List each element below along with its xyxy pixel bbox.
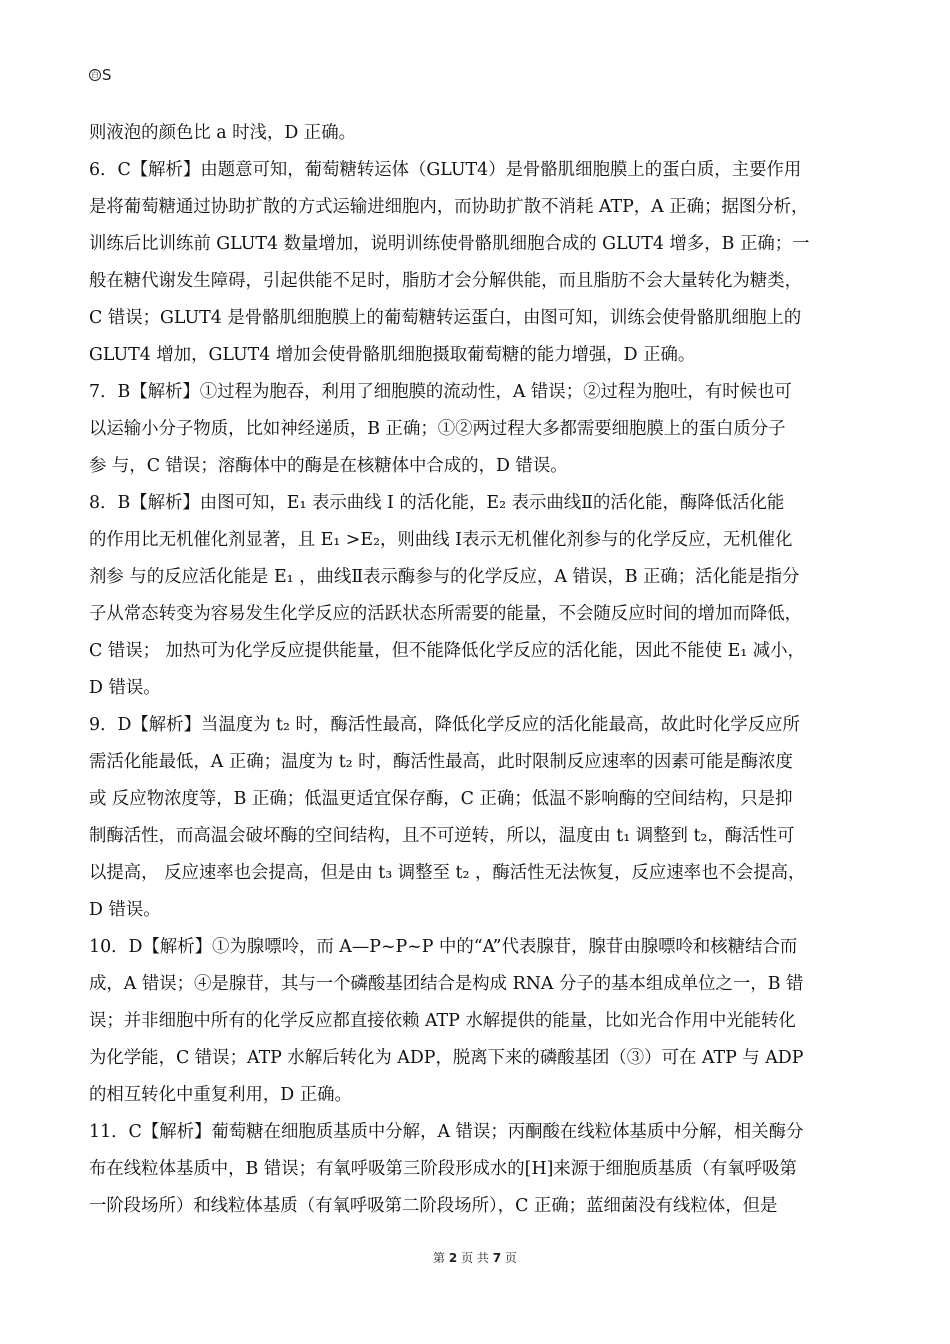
text-line: 是将葡萄糖通过协助扩散的方式运输进细胞内，而协助扩散不消耗 ATP，A 正确；据图分析， bbox=[89, 197, 809, 217]
text-line: 剂参 与的反应活化能是 E₁ ，曲线Ⅱ表示酶参与的化学反应，A 错误，B 正确；活化能是指分 bbox=[89, 567, 800, 587]
text-line: 则液泡的颜色比 a 时浅，D 正确。 bbox=[89, 123, 356, 143]
footer-suffix: 页 bbox=[504, 1251, 517, 1265]
text-line: 误；并非细胞中所有的化学反应都直接依赖 ATP 水解提供的能量，比如光合作用中光能转化 bbox=[89, 1011, 796, 1031]
text-line: 训练后比训练前 GLUT4 数量增加，说明训练使骨骼肌细胞合成的 GLUT4 增多，B 正确；一 bbox=[89, 234, 810, 254]
page-footer bbox=[0, 1249, 950, 1266]
text-line: 以提高， 反应速率也会提高，但是由 t₃ 调整至 t₂ ，酶活性无法恢复，反应速率也不会提高， bbox=[89, 863, 806, 883]
logo-mark-icon: 百 bbox=[91, 70, 99, 79]
logo-text: S bbox=[102, 66, 112, 84]
text-line: 参 与，C 错误；溶酶体中的酶是在核糖体中合成的，D 错误。 bbox=[89, 456, 568, 476]
header-logo bbox=[89, 66, 112, 84]
text-line: 布在线粒体基质中，B 错误；有氧呼吸第三阶段形成水的[H]来源于细胞质基质（有氧呼吸第 bbox=[89, 1159, 797, 1179]
document-body bbox=[89, 115, 879, 1225]
text-line: 制酶活性，而高温会破坏酶的空间结构，且不可逆转，所以，温度由 t₁ 调整到 t₂，酶活性可 bbox=[89, 826, 795, 846]
text-line: D 错误。 bbox=[89, 678, 161, 698]
text-line: C 错误；GLUT4 是骨骼肌细胞膜上的葡萄糖转运蛋白，由图可知，训练会使骨骼肌细胞上的 bbox=[89, 308, 802, 328]
text-line: 6．C【解析】由题意可知，葡萄糖转运体（GLUT4）是骨骼肌细胞膜上的蛋白质，主要作用 bbox=[89, 160, 802, 180]
footer-prefix: 第 bbox=[433, 1251, 446, 1265]
text-line: C 错误； 加热可为化学反应提供能量，但不能降低化学反应的活化能，因此不能使 E₁ 减小， bbox=[89, 641, 805, 661]
text-line: 的相互转化中重复利用，D 正确。 bbox=[89, 1085, 352, 1105]
text-line: 子从常态转变为容易发生化学反应的活跃状态所需要的能量，不会随反应时间的增加而降低， bbox=[89, 604, 803, 624]
text-line: 成，A 错误；④是腺苷，其与一个磷酸基团结合是构成 RNA 分子的基本组成单位之一，B 错 bbox=[89, 974, 804, 994]
text-line: 般在糖代谢发生障碍，引起供能不足时，脂肪才会分解供能，而且脂肪不会大量转化为糖类， bbox=[89, 271, 803, 291]
text-line: 的作用比无机催化剂显著，且 E₁ >E₂，则曲线 Ⅰ表示无机催化剂参与的化学反应，无机催化 bbox=[89, 530, 793, 550]
text-line: 为化学能，C 错误；ATP 水解后转化为 ADP，脱离下来的磷酸基团（③）可在 ATP 与 ADP bbox=[89, 1048, 804, 1068]
text-line: 一阶段场所）和线粒体基质（有氧呼吸第二阶段场所），C 正确；蓝细菌没有线粒体，但是 bbox=[89, 1196, 778, 1216]
text-line: 或 反应物浓度等，B 正确；低温更适宜保存酶，C 正确；低温不影响酶的空间结构，只是抑 bbox=[89, 789, 793, 809]
text-line: 以运输小分子物质，比如神经递质，B 正确；①②两过程大多都需要细胞膜上的蛋白质分子 bbox=[89, 419, 786, 439]
text-line: GLUT4 增加，GLUT4 增加会使骨骼肌细胞摄取葡萄糖的能力增强，D 正确。 bbox=[89, 345, 696, 365]
text-line: 7．B【解析】①过程为胞吞，利用了细胞膜的流动性，A 错误；②过程为胞吐，有时候也可 bbox=[89, 382, 792, 402]
page-number: 2 bbox=[448, 1251, 458, 1265]
text-line: 11．C【解析】葡萄糖在细胞质基质中分解，A 错误；丙酮酸在线粒体基质中分解，相关酶分 bbox=[89, 1122, 804, 1142]
text-line: 10．D【解析】①为腺嘌呤，而 A—P~P~P 中的“A”代表腺苷，腺苷由腺嘌呤和核糖结合而 bbox=[89, 937, 798, 957]
text-line: D 错误。 bbox=[89, 900, 161, 920]
text-line: 8．B【解析】由图可知，E₁ 表示曲线 Ⅰ 的活化能，E₂ 表示曲线Ⅱ的活化能，酶降低活化能 bbox=[89, 493, 785, 513]
text-line: 需活化能最低，A 正确；温度为 t₂ 时，酶活性最高，此时限制反应速率的因素可能是酶浓度 bbox=[89, 752, 793, 772]
footer-middle: 页 共 bbox=[461, 1251, 489, 1265]
text-line: 9．D【解析】当温度为 t₂ 时，酶活性最高，降低化学反应的活化能最高，故此时化学反应所 bbox=[89, 715, 800, 735]
page-total: 7 bbox=[492, 1251, 502, 1265]
